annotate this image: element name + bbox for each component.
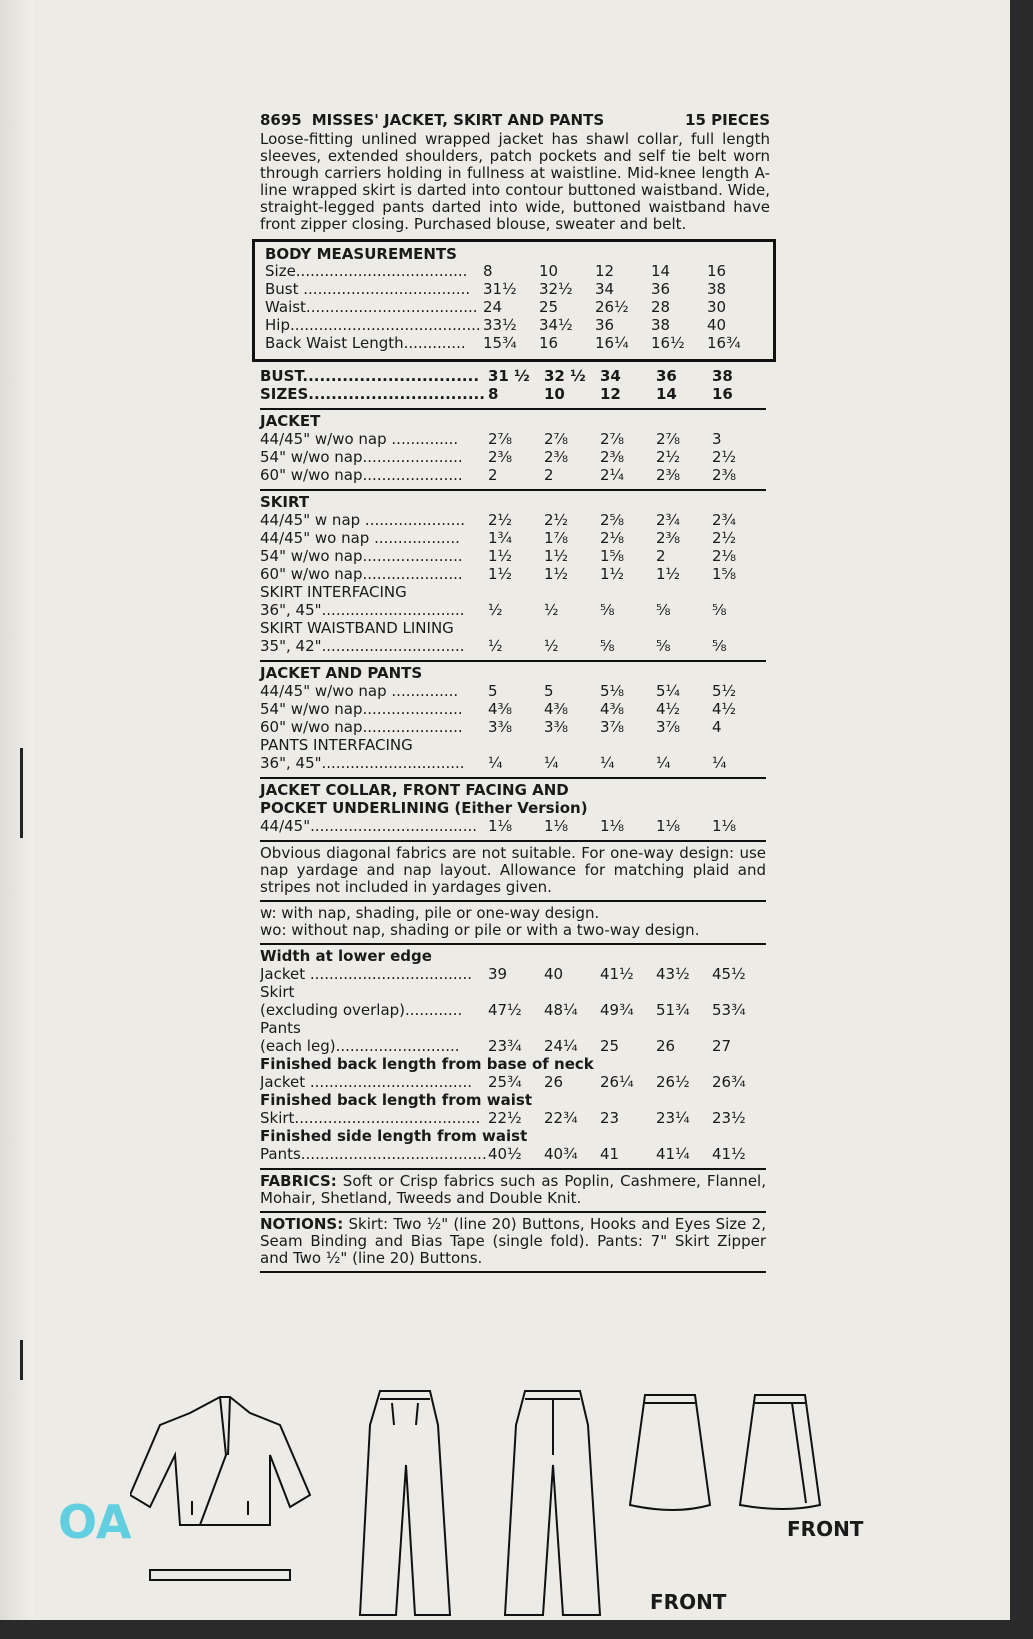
- row-label: 44/45" w/wo nap ..............: [260, 683, 459, 700]
- size-value: ¼: [656, 754, 671, 772]
- size-value: 1⅛: [488, 817, 513, 835]
- finished-section-title: Finished back length from base of neck: [260, 1055, 594, 1073]
- row-label: Pants: [260, 1020, 301, 1037]
- size-value: 2¾: [712, 511, 737, 529]
- size-value: 16½: [651, 334, 685, 352]
- row-label: PANTS INTERFACING: [260, 737, 413, 754]
- size-value: 1⅞: [544, 529, 569, 547]
- size-value: 10: [539, 262, 559, 280]
- size-value: 2⅞: [488, 430, 513, 448]
- row-label: Hip........................................: [265, 317, 481, 334]
- skirt-front-illustration: [740, 1395, 820, 1509]
- front-label-skirt: FRONT: [787, 1517, 864, 1541]
- size-value: 24: [483, 298, 503, 316]
- size-value: 1⅝: [600, 547, 625, 565]
- size-value: ¼: [488, 754, 503, 772]
- yardage-row: [260, 719, 770, 737]
- size-value: 34½: [539, 316, 573, 334]
- size-value: 31 ½: [488, 367, 530, 385]
- finished-section-title: Finished side length from waist: [260, 1127, 528, 1145]
- size-value: 41½: [600, 965, 634, 983]
- size-value: 2⅜: [712, 466, 737, 484]
- row-label: (each leg)..........................: [260, 1038, 460, 1055]
- fabrics-label: FABRICS:: [260, 1172, 337, 1190]
- size-value: 26: [656, 1037, 676, 1055]
- row-label: BUST...............................: [260, 368, 480, 385]
- size-value: 41½: [712, 1145, 746, 1163]
- size-value: 1½: [544, 547, 569, 565]
- size-value: 28: [651, 298, 671, 316]
- divider: [260, 777, 766, 779]
- row-label: 44/45" w/wo nap ..............: [260, 431, 459, 448]
- size-value: 1½: [488, 547, 513, 565]
- row-label: SIZES...............................: [260, 386, 485, 403]
- size-value: 3⅞: [600, 718, 625, 736]
- size-value: 23¾: [488, 1037, 522, 1055]
- size-value: 23: [600, 1109, 620, 1127]
- size-value: ⅝: [600, 637, 615, 655]
- size-value: 26¼: [600, 1073, 634, 1091]
- size-value: 41¼: [656, 1145, 690, 1163]
- yardage-row: [260, 548, 770, 566]
- size-value: 25: [539, 298, 559, 316]
- size-value: 23¼: [656, 1109, 690, 1127]
- pattern-info: [260, 112, 770, 1276]
- size-value: 38: [651, 316, 671, 334]
- finished-row: [260, 966, 770, 984]
- size-value: 1½: [600, 565, 625, 583]
- row-label: Size....................................: [265, 263, 468, 280]
- size-value: 5: [544, 682, 554, 700]
- size-value: 4⅜: [488, 700, 513, 718]
- size-value: 1½: [488, 565, 513, 583]
- body-measurements-box: [252, 239, 776, 362]
- yardage-row: [260, 683, 770, 701]
- size-value: 16: [712, 385, 733, 403]
- yardage-section-title: JACKET: [260, 412, 321, 430]
- size-value: 1½: [544, 565, 569, 583]
- size-value: 2½: [488, 511, 513, 529]
- size-value: 48¼: [544, 1001, 578, 1019]
- pattern-header: [260, 112, 770, 129]
- size-value: 40½: [488, 1145, 522, 1163]
- size-value: 23½: [712, 1109, 746, 1127]
- row-label: Waist....................................: [265, 299, 478, 316]
- finished-row: [260, 984, 770, 1002]
- size-value: 5: [488, 682, 498, 700]
- size-value: ½: [488, 637, 503, 655]
- size-value: ⅝: [656, 601, 671, 619]
- front-label-pants: FRONT: [650, 1590, 727, 1614]
- size-value: 22½: [488, 1109, 522, 1127]
- row-label: Skirt.......................................: [260, 1110, 481, 1127]
- size-value: 34: [595, 280, 615, 298]
- row-label: SKIRT WAISTBAND LINING: [260, 620, 454, 637]
- skirt-back-illustration: [630, 1395, 710, 1510]
- size-value: 2⅜: [544, 448, 569, 466]
- row-label: 54" w/wo nap.....................: [260, 701, 463, 718]
- size-value: 1½: [656, 565, 681, 583]
- row-label: Bust ...................................: [265, 281, 471, 298]
- size-value: 2: [656, 547, 666, 565]
- size-value: 2¼: [600, 466, 625, 484]
- yardage-row: [260, 467, 770, 485]
- divider: [260, 408, 766, 410]
- size-value: 38: [712, 367, 733, 385]
- yardage-section-title: SKIRT: [260, 493, 310, 511]
- fold-mark: [20, 1340, 23, 1380]
- body-measurement-row: [265, 299, 765, 317]
- finished-row: [260, 1110, 770, 1128]
- size-value: 26½: [656, 1073, 690, 1091]
- size-value: 27: [712, 1037, 732, 1055]
- bust-size-row: [260, 386, 770, 404]
- size-value: 2½: [656, 448, 681, 466]
- row-label: SKIRT INTERFACING: [260, 584, 407, 601]
- divider: [260, 1271, 766, 1273]
- row-label: 54" w/wo nap.....................: [260, 548, 463, 565]
- divider: [260, 660, 766, 662]
- size-value: ¼: [712, 754, 727, 772]
- size-value: ⅝: [656, 637, 671, 655]
- size-value: 2⅞: [600, 430, 625, 448]
- size-value: ¼: [600, 754, 615, 772]
- size-value: 16¾: [707, 334, 741, 352]
- size-value: 26¾: [712, 1073, 746, 1091]
- size-value: 34: [600, 367, 621, 385]
- size-value: 40: [544, 965, 564, 983]
- yardage-row: [260, 737, 770, 755]
- body-measurement-row: [265, 317, 765, 335]
- row-label: 35", 42"..............................: [260, 638, 465, 655]
- size-value: 14: [656, 385, 677, 403]
- size-value: 3⅞: [656, 718, 681, 736]
- yardage-section-title: JACKET AND PANTS: [260, 664, 423, 682]
- size-value: 14: [651, 262, 671, 280]
- collar-row: [260, 818, 770, 836]
- row-label: 44/45"...................................: [260, 818, 478, 835]
- row-label: 44/45" wo nap ..................: [260, 530, 460, 547]
- size-value: 15¾: [483, 334, 517, 352]
- size-value: 1⅛: [712, 817, 737, 835]
- size-value: 4⅜: [600, 700, 625, 718]
- body-measurements-title: BODY MEASUREMENTS: [265, 245, 457, 263]
- size-value: 1¾: [488, 529, 513, 547]
- size-value: 32 ½: [544, 367, 586, 385]
- size-value: 1⅝: [712, 565, 737, 583]
- pattern-description: Loose-fitting unlined wrapped jacket has shawl collar, full length sleeves, extended shoulders, patch pockets and self tie belt worn through carriers holding in fullness at waistline. Mid-knee length A-line wrapped skirt is darted into contour buttoned waistband. Wide, straight-legged pants darted into wide, buttoned waistband have front zipper closing. Purchased blouse, sweater and belt.: [260, 130, 770, 233]
- size-value: 1⅛: [544, 817, 569, 835]
- collar-title-2: POCKET UNDERLINING (Either Version): [260, 799, 588, 817]
- size-value: 53¾: [712, 1001, 746, 1019]
- row-label: Skirt: [260, 984, 295, 1001]
- size-value: 16¼: [595, 334, 629, 352]
- size-value: ½: [544, 637, 559, 655]
- nap-note-wo: wo: without nap, shading or pile or with a two-way design.: [260, 921, 700, 939]
- size-value: 8: [488, 385, 499, 403]
- size-value: 1⅛: [656, 817, 681, 835]
- size-value: 36: [656, 367, 677, 385]
- size-value: 25: [600, 1037, 620, 1055]
- size-value: 25¾: [488, 1073, 522, 1091]
- notions-text: [260, 1216, 766, 1267]
- body-measurement-row: [265, 335, 765, 353]
- finished-section-title: Width at lower edge: [260, 947, 432, 965]
- notions-label: NOTIONS:: [260, 1215, 344, 1233]
- envelope-left-edge: [0, 0, 34, 1620]
- row-label: 36", 45"..............................: [260, 602, 465, 619]
- size-value: ⅝: [600, 601, 615, 619]
- size-value: 5⅛: [600, 682, 625, 700]
- row-label: (excluding overlap)............: [260, 1002, 463, 1019]
- size-value: 22¾: [544, 1109, 578, 1127]
- size-value: 45½: [712, 965, 746, 983]
- row-label: Pants.......................................: [260, 1146, 487, 1163]
- body-measurement-row: [265, 263, 765, 281]
- divider: [260, 1211, 766, 1213]
- size-value: 43½: [656, 965, 690, 983]
- fold-mark: [20, 748, 23, 838]
- size-value: 4⅜: [544, 700, 569, 718]
- size-value: 47½: [488, 1001, 522, 1019]
- size-value: 2⅛: [712, 547, 737, 565]
- diagonal-note: Obvious diagonal fabrics are not suitable. For one-way design: use nap yardage and nap layout. Allowance for matching plaid and stripes not included in yardages given.: [260, 844, 766, 896]
- size-value: 51¾: [656, 1001, 690, 1019]
- pants-back-illustration: [360, 1391, 450, 1615]
- divider: [260, 1168, 766, 1170]
- size-value: 2⅜: [488, 448, 513, 466]
- size-value: 2: [544, 466, 554, 484]
- size-value: 12: [600, 385, 621, 403]
- garment-illustrations: [130, 1385, 850, 1625]
- size-value: 39: [488, 965, 508, 983]
- size-value: 16: [707, 262, 727, 280]
- size-value: 3⅜: [544, 718, 569, 736]
- size-value: 1⅛: [600, 817, 625, 835]
- yardage-row: [260, 530, 770, 548]
- size-value: 26½: [595, 298, 629, 316]
- store-stamp: OA: [58, 1495, 132, 1549]
- size-value: 31½: [483, 280, 517, 298]
- yardage-row: [260, 566, 770, 584]
- yardage-row: [260, 701, 770, 719]
- size-value: 2⅞: [656, 430, 681, 448]
- size-value: 10: [544, 385, 565, 403]
- size-value: 40¾: [544, 1145, 578, 1163]
- row-label: Jacket ..................................: [260, 966, 473, 983]
- jacket-illustration: [130, 1397, 310, 1580]
- size-value: 30: [707, 298, 727, 316]
- size-value: 40: [707, 316, 727, 334]
- finished-row: [260, 1038, 770, 1056]
- size-value: 2⅛: [600, 529, 625, 547]
- row-label: 60" w/wo nap.....................: [260, 467, 463, 484]
- size-value: 24¼: [544, 1037, 578, 1055]
- finished-row: [260, 1002, 770, 1020]
- nap-note-w: w: with nap, shading, pile or one-way design.: [260, 904, 600, 922]
- size-value: 32½: [539, 280, 573, 298]
- size-value: 49¾: [600, 1001, 634, 1019]
- size-value: 4½: [712, 700, 737, 718]
- yardage-row: [260, 512, 770, 530]
- yardage-row: [260, 584, 770, 602]
- size-value: 2½: [544, 511, 569, 529]
- divider: [260, 489, 766, 491]
- size-value: 2⅜: [656, 529, 681, 547]
- yardage-row: [260, 602, 770, 620]
- size-value: 41: [600, 1145, 620, 1163]
- size-value: ½: [544, 601, 559, 619]
- pants-front-illustration: [505, 1391, 600, 1615]
- size-value: 2½: [712, 448, 737, 466]
- row-label: Jacket ..................................: [260, 1074, 473, 1091]
- row-label: 36", 45"..............................: [260, 755, 465, 772]
- size-value: 2⅜: [600, 448, 625, 466]
- row-label: 60" w/wo nap.....................: [260, 566, 463, 583]
- fabrics-body: Soft or Crisp fabrics such as Poplin, Cashmere, Flannel, Mohair, Shetland, Tweeds and Double Knit.: [260, 1172, 766, 1207]
- bust-size-row: [260, 368, 770, 386]
- divider: [260, 840, 766, 842]
- divider: [260, 943, 766, 945]
- size-value: 4½: [656, 700, 681, 718]
- row-label: 60" w/wo nap.....................: [260, 719, 463, 736]
- size-value: ½: [488, 601, 503, 619]
- size-value: ⅝: [712, 637, 727, 655]
- yardage-row: [260, 431, 770, 449]
- size-value: 16: [539, 334, 559, 352]
- size-value: 2⅞: [544, 430, 569, 448]
- size-value: 33½: [483, 316, 517, 334]
- collar-title-1: JACKET COLLAR, FRONT FACING AND: [260, 781, 569, 799]
- finished-row: [260, 1020, 770, 1038]
- finished-row: [260, 1146, 770, 1164]
- pattern-number: 8695: [260, 111, 302, 129]
- yardage-row: [260, 620, 770, 638]
- notions-body: Skirt: Two ½" (line 20) Buttons, Hooks and Eyes Size 2, Seam Binding and Bias Tape (single fold). Pants: 7" Skirt Zipper and Two ½" (line 20) Buttons.: [260, 1215, 766, 1267]
- row-label: 54" w/wo nap.....................: [260, 449, 463, 466]
- yardage-row: [260, 755, 770, 773]
- size-value: 2¾: [656, 511, 681, 529]
- size-value: 12: [595, 262, 615, 280]
- size-value: ¼: [544, 754, 559, 772]
- size-value: 2⅝: [600, 511, 625, 529]
- pattern-title: MISSES' JACKET, SKIRT AND PANTS: [311, 111, 605, 129]
- size-value: 38: [707, 280, 727, 298]
- size-value: 2⅜: [656, 466, 681, 484]
- row-label: Back Waist Length.............: [265, 335, 466, 352]
- size-value: 4: [712, 718, 722, 736]
- size-value: 5½: [712, 682, 737, 700]
- size-value: 26: [544, 1073, 564, 1091]
- size-value: ⅝: [712, 601, 727, 619]
- yardage-row: [260, 638, 770, 656]
- size-value: 3: [712, 430, 722, 448]
- finished-row: [260, 1074, 770, 1092]
- size-value: 36: [595, 316, 615, 334]
- yardage-row: [260, 449, 770, 467]
- size-value: 36: [651, 280, 671, 298]
- fabrics-text: [260, 1173, 766, 1207]
- size-value: 2: [488, 466, 498, 484]
- size-value: 5¼: [656, 682, 681, 700]
- finished-section-title: Finished back length from waist: [260, 1091, 532, 1109]
- size-value: 2½: [712, 529, 737, 547]
- body-measurement-row: [265, 281, 765, 299]
- divider: [260, 900, 766, 902]
- row-label: 44/45" w nap .....................: [260, 512, 466, 529]
- size-value: 3⅜: [488, 718, 513, 736]
- size-value: 8: [483, 262, 493, 280]
- pattern-pieces: 15 PIECES: [685, 111, 770, 129]
